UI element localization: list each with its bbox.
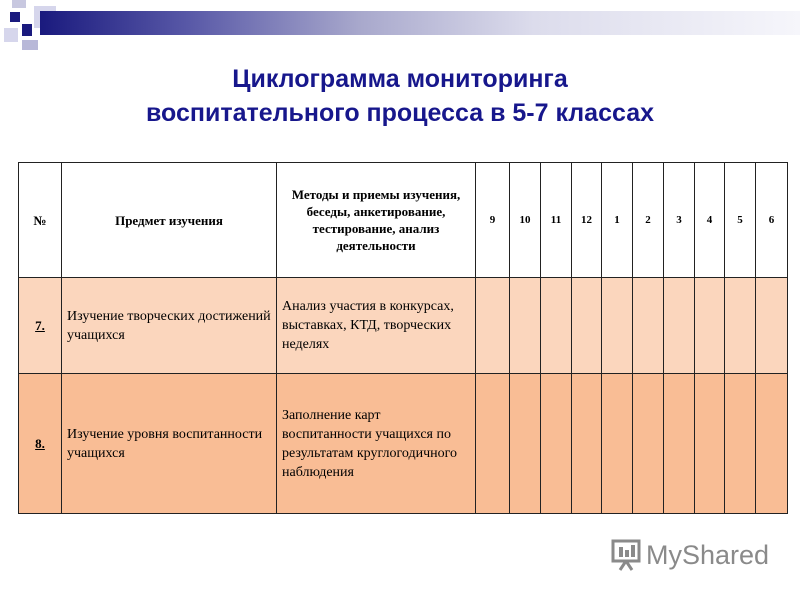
- month-cell: [476, 374, 510, 514]
- slide-title: [0, 62, 800, 130]
- header-methods: Методы и приемы изучения, беседы, анкетирование, тестирование, анализ деятельности: [277, 163, 476, 278]
- header-month: 2: [633, 163, 664, 278]
- month-cell: [725, 374, 756, 514]
- month-cell: [664, 374, 695, 514]
- month-cell: [695, 278, 725, 374]
- month-cell: [510, 374, 541, 514]
- month-cell: [572, 374, 602, 514]
- decorative-square: [4, 28, 18, 42]
- header-month: 4: [695, 163, 725, 278]
- month-cell: [602, 374, 633, 514]
- header-subject: Предмет изучения: [62, 163, 277, 278]
- month-cell: [664, 278, 695, 374]
- month-cell: [633, 278, 664, 374]
- month-cell: [695, 374, 725, 514]
- month-cell: [633, 374, 664, 514]
- month-cell: [541, 374, 572, 514]
- row-number: 7.: [19, 278, 62, 374]
- month-cell: [756, 374, 788, 514]
- month-cell: [725, 278, 756, 374]
- row-methods: Анализ участия в конкурсах, выставках, КТД, творческих неделях: [277, 278, 476, 374]
- header-gradient-bar: [40, 11, 800, 35]
- header-month: 6: [756, 163, 788, 278]
- month-cell: [476, 278, 510, 374]
- watermark-logo: [610, 538, 770, 574]
- decorative-square: [10, 12, 20, 22]
- month-cell: [602, 278, 633, 374]
- row-number: 8.: [19, 374, 62, 514]
- header-month: 5: [725, 163, 756, 278]
- row-subject: Изучение уровня воспитанности учащихся: [62, 374, 277, 514]
- month-cell: [572, 278, 602, 374]
- row-methods: Заполнение карт воспитанности учащихся по результатам круглогодичного наблюдения: [277, 374, 476, 514]
- header-month: 3: [664, 163, 695, 278]
- month-cell: [756, 278, 788, 374]
- header-month: 9: [476, 163, 510, 278]
- presentation-board-icon: [610, 538, 644, 572]
- table-row: [19, 374, 788, 514]
- header-month: 1: [602, 163, 633, 278]
- slide-title-line-2: воспитательного процесса в 5-7 классах: [145, 99, 655, 127]
- header-month: 12: [572, 163, 602, 278]
- decorative-square: [22, 40, 38, 50]
- monitoring-table: [18, 162, 787, 512]
- row-subject: Изучение творческих достижений учащихся: [62, 278, 277, 374]
- month-cell: [510, 278, 541, 374]
- header-month: 11: [541, 163, 572, 278]
- table-row: [19, 278, 788, 374]
- header-number: №: [19, 163, 62, 278]
- slide-title-line-1: Циклограмма мониторинга: [232, 65, 568, 93]
- table-header-row: [19, 163, 788, 278]
- watermark-text: MyShared: [646, 540, 770, 570]
- header-month: 10: [510, 163, 541, 278]
- decorative-square: [12, 0, 26, 8]
- decorative-square: [22, 24, 32, 36]
- month-cell: [541, 278, 572, 374]
